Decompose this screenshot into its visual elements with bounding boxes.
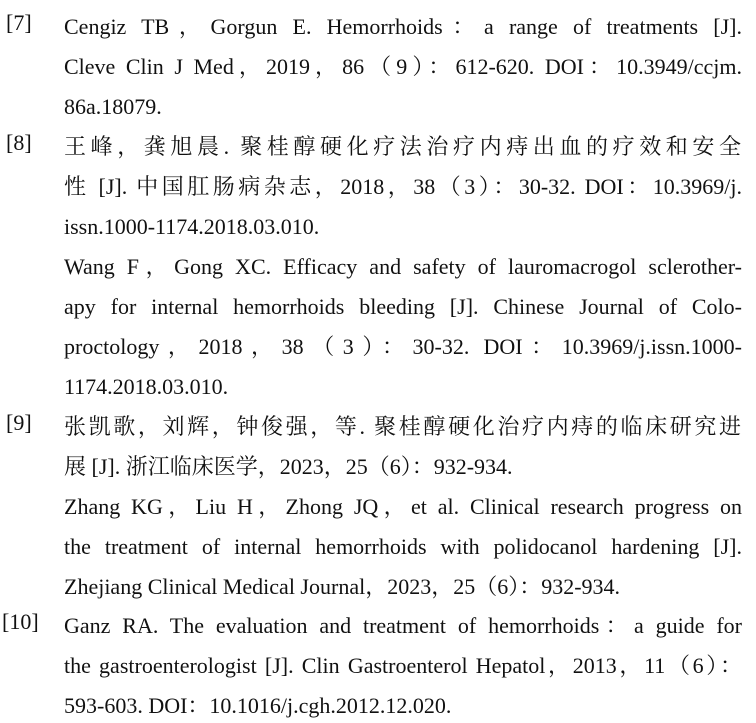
reference-line: 张凯歌，刘辉，钟俊强，等. 聚桂醇硬化治疗内痔的临床研究进 <box>64 414 742 439</box>
reference-line: Cleve Clin J Med，2019，86（9）：612-620. DOI：10.3949/ccjm. <box>64 54 742 79</box>
reference-line: issn.1000-1174.2018.03.010. <box>64 214 320 239</box>
reference-number: [8] <box>6 130 32 155</box>
reference-line: 王峰，龚旭晨. 聚桂醇硬化疗法治疗内痔出血的疗效和安全 <box>64 134 742 159</box>
reference-line: 1174.2018.03.010. <box>64 374 229 399</box>
reference-number: [9] <box>6 410 32 435</box>
reference-line: 593-603. DOI：10.1016/j.cgh.2012.12.020. <box>64 693 452 718</box>
reference-line: the treatment of internal hemorrhoids with polidocanol hardening [J]. <box>64 534 742 559</box>
reference-number: [7] <box>6 10 32 35</box>
reference-line: Ganz RA. The evaluation and treatment of hemorrhoids：a guide for <box>64 613 742 638</box>
reference-line: Wang F，Gong XC. Efficacy and safety of lauromacrogol sclerother- <box>64 254 742 279</box>
reference-line: apy for internal hemorrhoids bleeding [J]. Chinese Journal of Colo- <box>64 294 742 319</box>
reference-line: proctology，2018，38（3）：30-32. DOI：10.3969/j.issn.1000- <box>64 334 742 359</box>
reference-number: [10] <box>2 609 39 634</box>
reference-line: 性 [J]. 中国肛肠病杂志，2018，38（3）：30-32. DOI：10.3969/j. <box>64 174 742 199</box>
reference-line: Zhang KG，Liu H，Zhong JQ，et al. Clinical research progress on <box>64 494 742 519</box>
reference-line: Zhejiang Clinical Medical Journal，2023，25（6）：932-934. <box>64 574 621 599</box>
reference-line: 展 [J]. 浙江临床医学，2023，25（6）：932-934. <box>64 454 513 479</box>
reference-line: Cengiz TB，Gorgun E. Hemorrhoids：a range of treatments [J]. <box>64 14 742 39</box>
reference-line: the gastroenterologist [J]. Clin Gastroenterol Hepatol，2013，11（6）： <box>64 653 742 678</box>
reference-line: 86a.18079. <box>64 94 162 119</box>
